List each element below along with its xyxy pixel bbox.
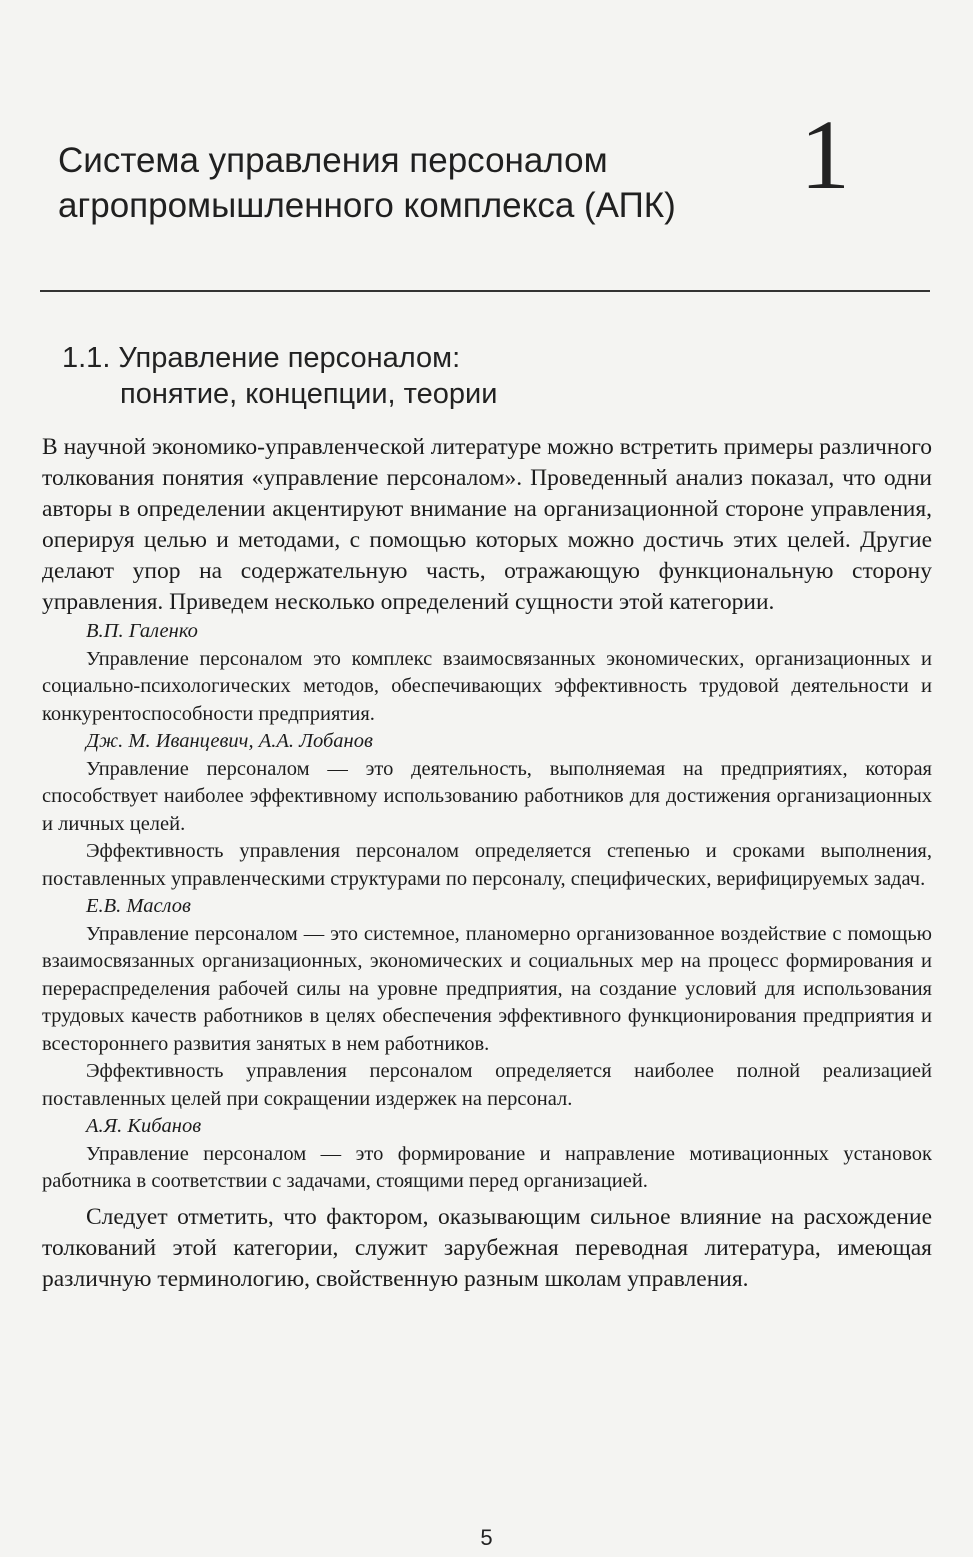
section-title-line2: понятие, концепции, теории: [120, 378, 498, 410]
definition-text: Управление персоналом — это формирование и направление мотивационных установок работника в соответствии с задачами, стоящими перед организацией.: [42, 1142, 932, 1192]
section-title: [62, 340, 762, 412]
section-title-line1: 1.1. Управление персоналом:: [62, 342, 461, 374]
chapter-title: Система управления персоналом агропромышленного комплекса (АПК): [58, 141, 676, 225]
definition-galenko: [42, 618, 932, 728]
title-divider: [40, 290, 930, 292]
conclusion-paragraph: Следует отметить, что фактором, оказывающим сильное влияние на расхождение толкований этой категории, служит зарубежная переводная литература, имеющая различную терминологию, свойственную разным школам управления.: [42, 1203, 932, 1292]
definition-author: А.Я. Кибанов: [86, 1115, 202, 1137]
definition-text: Управление персоналом это комплекс взаимосвязанных экономических, организационных и социально-психологических методов, обеспечивающих эффективность трудовой деятельности и конкурентоспособности предприятия.: [42, 647, 932, 725]
definition-text: Управление персоналом — это системное, планомерно организованное воздействие с помощью взаимосвязанных организационных, экономических и социальных мер на процесс формирования и перераспределения рабочей силы на уровне предприятия, на создание условий для использования трудовых качеств работников в целях обеспечения эффективного функционирования предприятия и всестороннего развития занятых в нем работников.: [42, 922, 932, 1055]
definition-text: Управление персоналом — это деятельность, выполняемая на предприятиях, которая способствует наиболее эффективному использованию работников для достижения организационных и личных целей.: [42, 757, 932, 835]
page-number: 5: [480, 1525, 493, 1550]
definition-author: Е.В. Маслов: [86, 895, 191, 917]
body-text: [42, 432, 932, 1295]
definition-ivancevich: [42, 728, 932, 893]
definition-author: Дж. М. Иванцевич, А.А. Лобанов: [86, 730, 373, 752]
definition-text: Эффективность управления персоналом определяется наиболее полной реализацией поставленных целей при сокращении издержек на персонал.: [42, 1060, 932, 1110]
definition-maslov: [42, 893, 932, 1113]
definition-kibanov: [42, 1113, 932, 1196]
chapter-number: 1: [800, 99, 850, 210]
intro-paragraph: В научной экономико-управленческой литературе можно встретить примеры различного толкования понятия «управление персоналом». Проведенный анализ показал, что одни авторы в определении акцентируют внимание на организационной стороне управления, оперируя целью и методами, с помощью которых можно достичь этих целей. Другие делают упор на содержательную часть, отражающую функциональную сторону управления. Приведем несколько определений сущности этой категории.: [42, 434, 932, 615]
definition-text: Эффективность управления персоналом определяется степенью и сроками выполнения, поставленных управленческими структурами по персоналу, специфических, верифицируемых задач.: [42, 840, 932, 890]
definition-author: В.П. Галенко: [86, 620, 198, 642]
